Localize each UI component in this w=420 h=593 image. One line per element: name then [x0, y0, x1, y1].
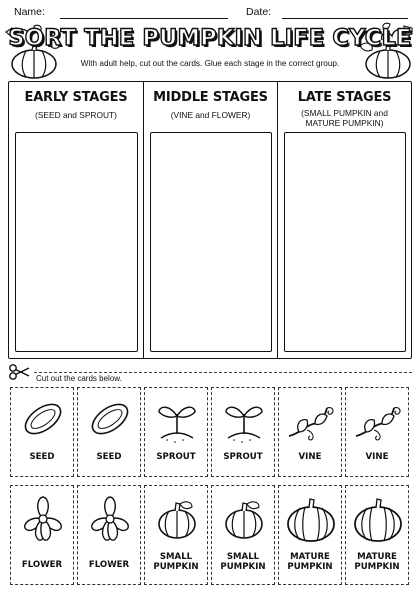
card-seed[interactable] — [77, 387, 141, 477]
card-seed[interactable] — [10, 387, 74, 477]
card-mature-pumpkin[interactable] — [278, 485, 342, 585]
column-heading: MIDDLE STAGES — [153, 90, 268, 105]
vine-icon — [352, 394, 404, 444]
card-sprout[interactable] — [144, 387, 208, 477]
flower-icon — [17, 494, 69, 544]
card-label: SPROUT — [156, 452, 196, 462]
scissors-icon — [8, 364, 30, 380]
glue-area-late[interactable] — [284, 132, 406, 352]
column-subheading: (SMALL PUMPKIN and MATURE PUMPKIN) — [301, 108, 388, 128]
name-label: Name: — [14, 6, 45, 18]
name-date-row — [10, 6, 410, 20]
small-pumpkin-icon — [218, 494, 270, 544]
glue-area-middle[interactable] — [150, 132, 272, 352]
sprout-icon — [151, 394, 203, 444]
column-early-stages — [9, 82, 143, 358]
card-label: VINE — [298, 452, 322, 462]
column-heading: LATE STAGES — [297, 90, 392, 105]
cut-out-cards — [8, 385, 412, 589]
vine-icon — [285, 394, 337, 444]
date-label: Date: — [246, 6, 272, 18]
instructions-text: With adult help, cut out the cards. Glue each stage in the correct group. — [80, 59, 340, 68]
card-vine[interactable] — [278, 387, 342, 477]
card-label: MATURE PUMPKIN — [354, 552, 400, 572]
glue-area-early[interactable] — [15, 132, 138, 352]
card-label: FLOWER — [21, 560, 63, 570]
column-subheading: (VINE and FLOWER) — [170, 110, 251, 120]
mature-pumpkin-icon — [285, 494, 337, 544]
card-flower[interactable] — [10, 485, 74, 585]
card-label: VINE — [365, 452, 389, 462]
column-heading: EARLY STAGES — [24, 90, 128, 105]
page-title: SORT THE PUMPKIN LIFE CYCLE — [8, 25, 412, 51]
name-line[interactable] — [60, 18, 228, 19]
column-middle-stages — [144, 82, 277, 358]
flower-icon — [84, 494, 136, 544]
mature-pumpkin-icon — [352, 494, 404, 544]
card-small-pumpkin[interactable] — [211, 485, 275, 585]
sorting-table — [8, 81, 412, 359]
card-label: MATURE PUMPKIN — [287, 552, 333, 572]
card-label: SMALL PUMPKIN — [220, 552, 266, 572]
card-label: SEED — [29, 452, 55, 462]
seed-icon — [17, 394, 69, 444]
cut-line-row — [8, 364, 412, 384]
date-line[interactable] — [282, 18, 408, 19]
small-pumpkin-icon — [151, 494, 203, 544]
card-label: SEED — [96, 452, 122, 462]
column-late-stages — [278, 82, 411, 358]
card-label: SPROUT — [223, 452, 263, 462]
sprout-icon — [218, 394, 270, 444]
card-label: SMALL PUMPKIN — [153, 552, 199, 572]
seed-icon — [84, 394, 136, 444]
column-subheading: (SEED and SPROUT) — [35, 110, 117, 120]
card-label: FLOWER — [88, 560, 130, 570]
card-small-pumpkin[interactable] — [144, 485, 208, 585]
card-vine[interactable] — [345, 387, 409, 477]
card-sprout[interactable] — [211, 387, 275, 477]
cut-instruction-text: Cut out the cards below. — [36, 374, 122, 383]
cut-dashed-line — [34, 372, 412, 373]
card-mature-pumpkin[interactable] — [345, 485, 409, 585]
card-flower[interactable] — [77, 485, 141, 585]
